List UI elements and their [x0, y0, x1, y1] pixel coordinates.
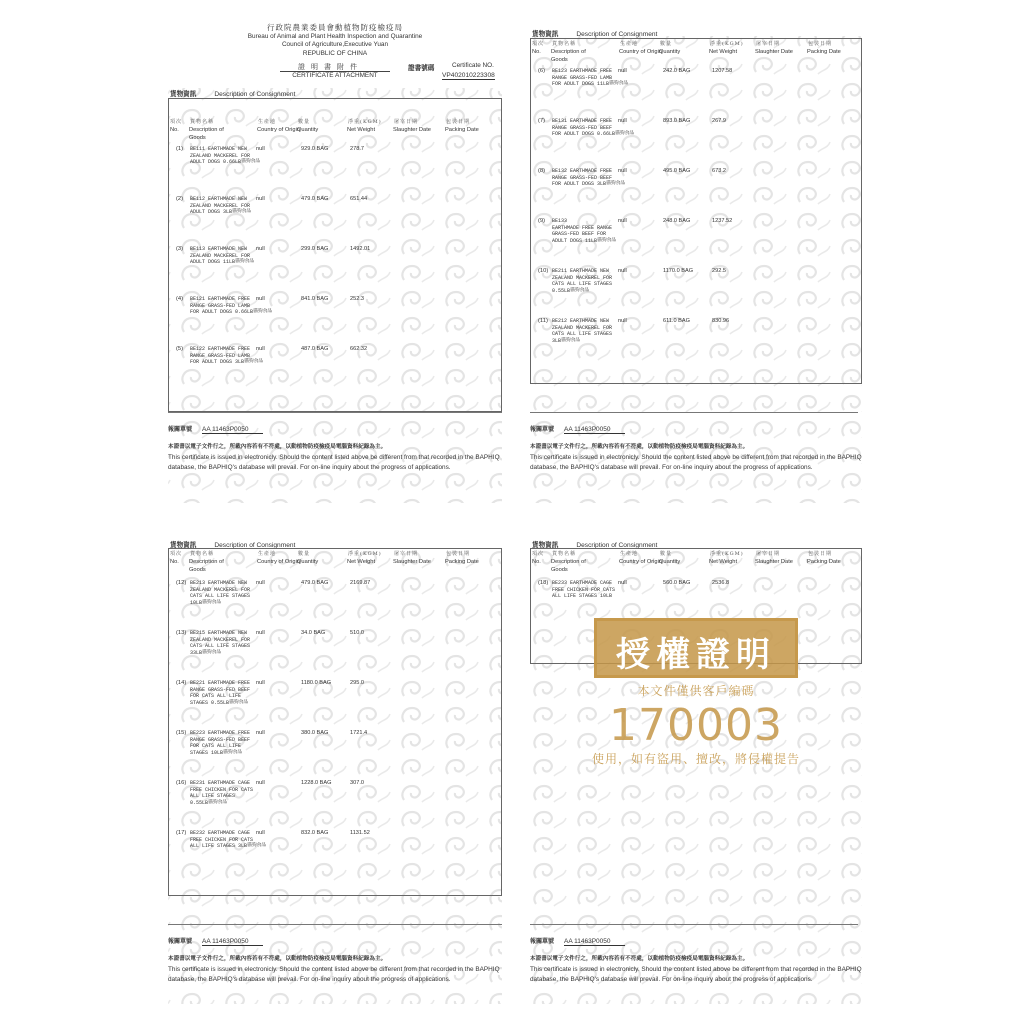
- agency-name-en: Bureau of Animal and Plant Health Inspection and Quarantine: [247, 32, 423, 40]
- goods-description: BE213 EARTHMADE NEW ZEALAND MACKEREL FOR CATS ALL LIFE STAGES 10LB 貓狗食品: [190, 580, 251, 607]
- item-number: (18): [538, 580, 549, 586]
- column-header-en: Country of Origin: [257, 127, 300, 133]
- column-header-zh: 包裝日期: [808, 41, 833, 47]
- item-number: (16): [176, 780, 187, 786]
- column-header-en: Packing Date: [807, 559, 841, 565]
- net-weight: 267.9: [712, 118, 726, 124]
- footer-p4: [530, 936, 862, 985]
- column-header-zh: 屠宰日期: [394, 551, 419, 557]
- item-number: (1): [176, 146, 184, 152]
- quantity: 1228.0 BAG: [301, 780, 332, 786]
- column-header-zh: 數量: [660, 41, 673, 47]
- column-header-zh: 數量: [298, 551, 311, 557]
- goods-category-zh: 貓狗食品: [606, 181, 626, 187]
- net-weight: 252.3: [350, 296, 364, 302]
- goods-category-zh: 貓狗食品: [570, 288, 590, 294]
- goods-description: BE121 EARTHMADE FREE RANGE GRASS-FED LAMB FOR ADULT DOGS 0.66LB 貓狗食品: [190, 296, 273, 316]
- country-of-origin: null: [618, 268, 627, 274]
- column-header-zh: 包裝日期: [808, 551, 833, 557]
- column-header-en: Net Weight: [347, 127, 376, 133]
- quantity: 893.0 BAG: [663, 118, 691, 124]
- goods-category-zh: 貓狗食品: [235, 259, 255, 265]
- goods-description: BE123 EARTHMADE FREE RANGE GRASS-FED LAMB FOR ADULT DOGS 11LB 貓狗食品: [552, 68, 629, 88]
- net-weight: 2169.87: [350, 580, 371, 586]
- item-number: (4): [176, 296, 184, 302]
- column-header-zh: 貨物名稱: [552, 551, 577, 557]
- goods-description: BE132 EARTHMADE FREE RANGE GRASS-FED BEEF FOR ADULT DOGS 3LB 貓狗食品: [552, 168, 626, 188]
- goods-description: BE231 EARTHMADE CAGE FREE CHICKEN FOR CATS ALL LIFE STAGES 0.55LB 貓狗食品: [190, 780, 254, 807]
- column-header-zh: 生產地: [620, 551, 639, 557]
- goods-category-zh: 貓狗食品: [253, 309, 273, 315]
- notice-zh: 本證書以電子文件行之，所載內容若有不符處，以動植物防疫檢疫局電腦資料紀錄為主。: [530, 956, 749, 962]
- goods-category-zh: 貓狗食品: [202, 650, 222, 656]
- goods-category-zh: 貓狗食品: [597, 238, 617, 244]
- stamp-number: 170003: [609, 700, 783, 751]
- quantity: 299.0 BAG: [301, 246, 329, 252]
- agency-name-zh: 行政院農業委員會動植物防疫檢疫局: [267, 23, 403, 32]
- net-weight: 1237.52: [712, 218, 733, 224]
- description-heading-p4: 貨物資訊 Description of Consignment: [532, 541, 658, 549]
- column-header-zh: 生產地: [620, 41, 639, 47]
- item-number: (14): [176, 680, 187, 686]
- column-header-en: Quantity: [659, 559, 681, 565]
- column-header-zh: 項次: [532, 551, 545, 557]
- column-header-zh: 生產地: [258, 119, 277, 125]
- goods-category-zh: 貓狗食品: [244, 359, 264, 365]
- quantity: 242.0 BAG: [663, 68, 691, 74]
- council-name: Council of Agriculture,Executive Yuan: [281, 41, 389, 49]
- net-weight: 1492.01: [350, 246, 371, 252]
- declaration-number: 報關單號 AA 11463P0050: [168, 424, 500, 433]
- column-header-en: Net Weight: [347, 559, 376, 565]
- column-header-en: Description of Goods: [189, 559, 224, 573]
- footer-p2: [530, 424, 862, 473]
- quantity: 560.0 BAG: [663, 580, 691, 586]
- column-header-en: Slaughter Date: [393, 559, 431, 565]
- goods-category-zh: 貓狗食品: [208, 800, 228, 806]
- item-number: (5): [176, 346, 184, 352]
- goods-description: BE215 EARTHMADE NEW ZEALAND MACKEREL FOR CATS ALL LIFE STAGES 33LB 貓狗食品: [190, 630, 251, 657]
- column-header-zh: 淨重(KGM): [710, 41, 744, 47]
- notice-en: This certificate is issued in electronicly. Should the content listed above be different from that recorded in the BAPHIQ database, the BAPHIQ's database will prevail. For on-line inquiry about the progress of applications.: [530, 454, 862, 471]
- column-header-en: Quantity: [297, 559, 319, 565]
- item-number: (12): [176, 580, 187, 586]
- country-of-origin: null: [256, 830, 265, 836]
- description-heading-p1: 貨物資訊 Description of Consignment: [170, 90, 296, 98]
- agency-header: [210, 24, 460, 58]
- column-header-zh: 貨物名稱: [190, 119, 215, 125]
- column-header-zh: 包裝日期: [446, 119, 471, 125]
- certificate-number-label: 證書號碼: [408, 64, 435, 72]
- column-header-en: Quantity: [659, 49, 681, 55]
- quantity: 611.0 BAG: [663, 318, 690, 324]
- column-header-zh: 屠宰日期: [756, 41, 781, 47]
- net-weight: 295.0: [350, 680, 364, 686]
- item-number: (8): [538, 168, 546, 174]
- notice-zh: 本證書以電子文件行之，所載內容若有不符處，以動植物防疫檢疫局電腦資料紀錄為主。: [168, 444, 387, 450]
- item-number: (10): [538, 268, 549, 274]
- column-header-en: Description of Goods: [551, 559, 586, 573]
- stamp-warning: 使用，如有盜用、擅改，將侵權提告: [591, 752, 800, 766]
- goods-description: BE211 EARTHMADE NEW ZEALAND MACKEREL FOR CATS ALL LIFE STAGES 0.55LB 貓狗食品: [552, 268, 613, 295]
- country-of-origin: null: [618, 580, 627, 586]
- item-number: (3): [176, 246, 184, 252]
- attachment-title-zh: 證明書附件: [298, 63, 363, 71]
- country-of-origin: null: [256, 630, 265, 636]
- notice-en: This certificate is issued in electronicly. Should the content listed above be different from that recorded in the BAPHIQ database, the BAPHIQ's database will prevail. For on-line inquiry about the progress of applications.: [530, 966, 862, 983]
- column-header-zh: 淨重(KGM): [710, 551, 744, 557]
- country-of-origin: null: [618, 318, 627, 324]
- attachment-title-en: CERTIFICATE ATTACHMENT: [280, 71, 390, 79]
- column-header-en: Description of Goods: [551, 49, 586, 63]
- quantity: 34.0 BAG: [301, 630, 326, 636]
- footer-rule-p3: [168, 924, 502, 925]
- column-header-en: Net Weight: [709, 49, 738, 55]
- item-number: (13): [176, 630, 187, 636]
- description-heading-p2: 貨物資訊 Description of Consignment: [532, 30, 658, 38]
- column-header-en: No.: [532, 49, 541, 55]
- certificate-number-value: VP402010223308: [442, 72, 495, 79]
- goods-category-zh: 貓狗食品: [232, 209, 252, 215]
- goods-description: BE113 EARTHMADE NEW ZEALAND MACKEREL FOR ADULT DOGS 11LB 貓狗食品: [190, 246, 255, 266]
- column-header-en: Country of Origin: [619, 49, 662, 55]
- country-of-origin: null: [256, 730, 265, 736]
- column-header-zh: 屠宰日期: [394, 119, 419, 125]
- quantity: 479.0 BAG: [301, 580, 329, 586]
- column-header-zh: 貨物名稱: [190, 551, 215, 557]
- item-number: (15): [176, 730, 187, 736]
- net-weight: 651.44: [350, 196, 368, 202]
- column-header-en: No.: [170, 559, 179, 565]
- column-header-en: Slaughter Date: [755, 49, 793, 55]
- goods-category-zh: 貓狗食品: [202, 600, 222, 606]
- country-name: REPUBLIC OF CHINA: [302, 49, 368, 57]
- column-header-zh: 包裝日期: [446, 551, 471, 557]
- goods-description: BE111 EARTHMADE NEW ZEALAND MACKEREL FOR ADULT DOGS 0.66LB 貓狗食品: [190, 146, 261, 166]
- net-weight: 292.5: [712, 268, 726, 274]
- goods-description: BE232 EARTHMADE CAGE FREE CHICKEN FOR CATS ALL LIFE STAGES 3LB 貓狗食品: [190, 830, 267, 850]
- column-header-zh: 淨重(KGM): [348, 119, 382, 125]
- column-header-en: Quantity: [297, 127, 319, 133]
- goods-category-zh: 貓狗食品: [241, 159, 261, 165]
- quantity: 248.0 BAG: [663, 218, 691, 224]
- item-number: (11): [538, 318, 548, 324]
- declaration-number: 報關單號 AA 11463P0050: [530, 936, 862, 945]
- country-of-origin: null: [618, 218, 627, 224]
- goods-description: BE223 EARTHMADE FREE RANGE GRASS-FED BEEF FOR CATS ALL LIFE STAGES 10LB 貓狗食品: [190, 730, 251, 757]
- goods-description: BE221 EARTHMADE FREE RANGE GRASS-FED BEEF FOR CATS ALL LIFE STAGES 0.55LB 貓狗食品: [190, 680, 251, 707]
- column-header-zh: 項次: [170, 551, 183, 557]
- item-number: (17): [176, 830, 187, 836]
- notice-zh: 本證書以電子文件行之，所載內容若有不符處，以動植物防疫檢疫局電腦資料紀錄為主。: [168, 956, 387, 962]
- goods-category-zh: 貓狗食品: [247, 843, 267, 849]
- authorization-stamp: [582, 618, 810, 770]
- quantity: 487.0 BAG: [301, 346, 329, 352]
- country-of-origin: null: [256, 246, 265, 252]
- stamp-title-box: [594, 618, 798, 678]
- item-number: (9): [538, 218, 546, 224]
- column-header-zh: 生產地: [258, 551, 277, 557]
- country-of-origin: null: [256, 346, 265, 352]
- item-number: (2): [176, 196, 184, 202]
- column-header-en: Description of Goods: [189, 127, 224, 141]
- goods-category-zh: 貓狗食品: [223, 750, 243, 756]
- quantity: 832.0 BAG: [301, 830, 329, 836]
- item-number: (6): [538, 68, 546, 74]
- quantity: 380.0 BAG: [301, 730, 329, 736]
- net-weight: 830.96: [712, 318, 730, 324]
- column-header-en: Slaughter Date: [755, 559, 793, 565]
- column-header-en: Country of Origin: [257, 559, 300, 565]
- goods-description: BE112 EARTHMADE NEW ZEALAND MACKEREL FOR ADULT DOGS 3LB 貓狗食品: [190, 196, 252, 216]
- declaration-number: 報關單號 AA 11463P0050: [168, 936, 500, 945]
- net-weight: 510.0: [350, 630, 364, 636]
- country-of-origin: null: [256, 780, 265, 786]
- country-of-origin: null: [256, 146, 265, 152]
- country-of-origin: null: [256, 196, 265, 202]
- goods-description: BE131 EARTHMADE FREE RANGE GRASS-FED BEEF FOR ADULT DOGS 0.66LB 貓狗食品: [552, 118, 635, 138]
- column-header-zh: 數量: [298, 119, 311, 125]
- column-header-en: Packing Date: [445, 127, 479, 133]
- country-of-origin: null: [618, 168, 627, 174]
- column-header-en: Country of Origin: [619, 559, 662, 565]
- column-header-en: Packing Date: [807, 49, 841, 55]
- footer-p1: [168, 424, 500, 473]
- goods-description: BE122 EARTHMADE FREE RANGE GRASS-FED LAMB FOR ADULT DOGS 3LB 貓狗食品: [190, 346, 264, 366]
- goods-category-zh: 貓狗食品: [561, 338, 581, 344]
- notice-en: This certificate is issued in electronicly. Should the content listed above be different from that recorded in the BAPHIQ database, the BAPHIQ's database will prevail. For on-line inquiry about the progress of applications.: [168, 454, 500, 471]
- footer-rule-p4: [530, 924, 858, 925]
- net-weight: 1131.52: [350, 830, 370, 836]
- net-weight: 278.7: [350, 146, 364, 152]
- footer-rule-p1: [168, 412, 502, 413]
- quantity: 929.0 BAG: [301, 146, 329, 152]
- net-weight: 1207.58: [712, 68, 733, 74]
- goods-description: BE133 EARTHMADE FREE RANGE GRASS-FED BEEF FOR ADULT DOGS 11LB 貓狗食品: [552, 218, 617, 245]
- column-header-zh: 項次: [170, 119, 183, 125]
- net-weight: 673.2: [712, 168, 726, 174]
- country-of-origin: null: [256, 680, 265, 686]
- column-header-en: Slaughter Date: [393, 127, 431, 133]
- quantity: 1180.0 BAG: [301, 680, 332, 686]
- quantity: 841.0 BAG: [301, 296, 329, 302]
- notice-en: This certificate is issued in electronicly. Should the content listed above be different from that recorded in the BAPHIQ database, the BAPHIQ's database will prevail. For on-line inquiry about the progress of applications.: [168, 966, 500, 983]
- country-of-origin: null: [256, 580, 265, 586]
- quantity: 479.0 BAG: [301, 196, 329, 202]
- column-header-en: No.: [532, 559, 541, 565]
- stamp-subtitle: 本文件僅供客戶編碼: [637, 684, 755, 698]
- column-header-zh: 屠宰日期: [756, 551, 781, 557]
- goods-category-zh: 貓狗食品: [229, 700, 249, 706]
- column-header-zh: 淨重(KGM): [348, 551, 382, 557]
- net-weight: 2536.8: [712, 580, 730, 586]
- quantity: 495.0 BAG: [663, 168, 691, 174]
- certificate-number-label-en: Certificate NO.: [452, 62, 494, 69]
- quantity: 1170.0 BAG: [663, 268, 694, 274]
- item-number: (7): [538, 118, 546, 124]
- column-header-zh: 項次: [532, 41, 545, 47]
- country-of-origin: null: [618, 68, 627, 74]
- net-weight: 662.32: [350, 346, 368, 352]
- country-of-origin: null: [618, 118, 627, 124]
- column-header-zh: 貨物名稱: [552, 41, 577, 47]
- footer-p3: [168, 936, 500, 985]
- goods-category-zh: 貓狗食品: [609, 81, 629, 87]
- column-header-en: No.: [170, 127, 179, 133]
- column-header-zh: 數量: [660, 551, 673, 557]
- country-of-origin: null: [256, 296, 265, 302]
- net-weight: 1721.4: [350, 730, 368, 736]
- column-header-en: Net Weight: [709, 559, 738, 565]
- declaration-number: 報關單號 AA 11463P0050: [530, 424, 862, 433]
- footer-rule-p2: [530, 412, 858, 413]
- goods-category-zh: 貓狗食品: [615, 131, 635, 137]
- description-heading-p3: 貨物資訊 Description of Consignment: [170, 541, 296, 549]
- column-header-en: Packing Date: [445, 559, 479, 565]
- goods-description: BE233 EARTHMADE CAGE FREE CHICKEN FOR CATS ALL LIFE STAGES 10LB: [552, 580, 616, 600]
- stamp-title: 授權證明: [616, 635, 776, 675]
- net-weight: 307.0: [350, 780, 364, 786]
- goods-description: BE212 EARTHMADE NEW ZEALAND MACKEREL FOR CATS ALL LIFE STAGES 3LB 貓狗食品: [552, 318, 613, 345]
- notice-zh: 本證書以電子文件行之，所載內容若有不符處，以動植物防疫檢疫局電腦資料紀錄為主。: [530, 444, 749, 450]
